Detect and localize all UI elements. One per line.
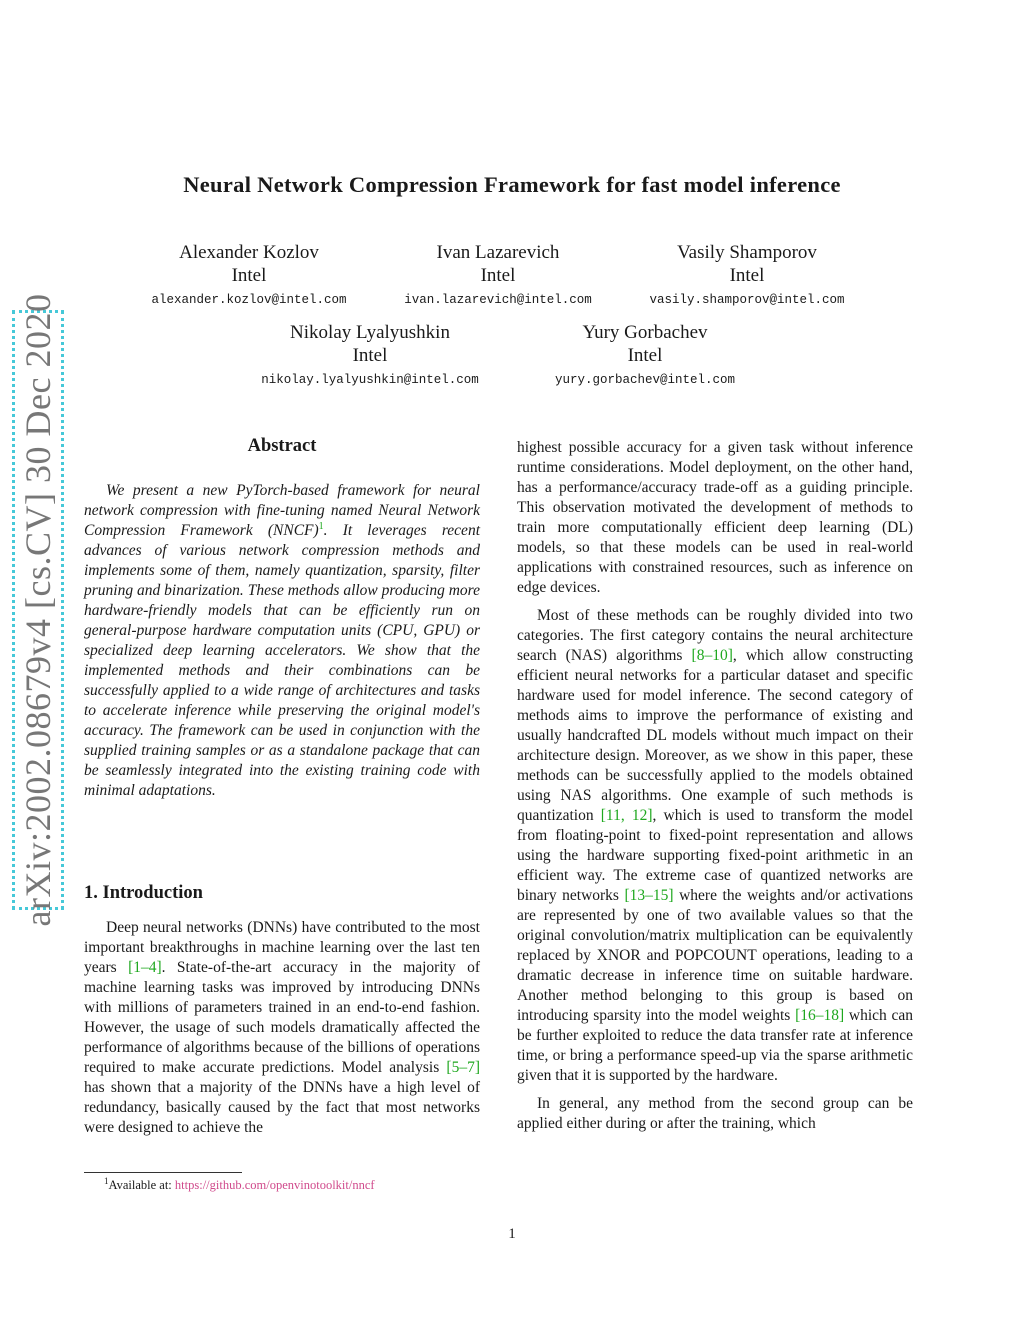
abstract-paragraph: We present a new PyTorch-based framework for neural network compression with fine-tuning named Neural Network Compression Framework (NNCF)$^1$. It leverages recent advances of various network compression methods and implements some of them, namely quantization, sparsity, filter pruning and binarization. These methods allow producing more hardware-friendly models that can be efficiently run on general-purpose hardware computation units (CPU, GPU) or specialized deep learning accelerators. We show that the implemented methods and their combinations can be successfully applied to a wide range of architectures and tasks to accelerate inference while preserving the original model's accuracy. The framework can be used in conjunction with the supplied training samples or as a standalone package that can be seamlessly integrated into the existing training code with minimal adaptations. (84, 482, 480, 799)
footnote-link[interactable]: https://github.com/openvinotoolkit/nncf (174, 1178, 375, 1192)
citation-link[interactable]: [8–10] (691, 647, 733, 664)
paragraph: highest possible accuracy for a given task without inference runtime considerations. Model deployment, on the other hand, has a performance/accuracy trade-off as a guiding principle. This observation motivated the development of methods to train more computationally efficient deep learning (DL) models, so that these models can be used in real-world applications with constrained resources, such as inference on edge devices. (517, 439, 913, 596)
author-email[interactable]: ivan.lazarevich@intel.com (404, 293, 592, 307)
abstract-heading: Abstract (247, 436, 317, 456)
citation-link[interactable]: [11, 12] (600, 807, 653, 824)
right-column (517, 438, 913, 1142)
page-number: 1 (508, 1226, 516, 1242)
author-name: Alexander Kozlov (179, 242, 319, 263)
paragraph: In general, any method from the second group can be applied either during or after the training, which (517, 1095, 913, 1132)
author-block-3 (597, 241, 897, 307)
citation-link[interactable]: [16–18] (795, 1007, 845, 1024)
author-affiliation: Intel (729, 265, 765, 286)
paragraph: Most of these methods can be roughly divided into two categories. The first category contains the neural architecture search (NAS) algorithms [8–10], which allow constructing efficient neural networks for a particular dataset and specific hardware used for model inference. The second category of methods aims to improve the performance of existing and usually handcrafted DL models without much impact on their architecture design. Moreover, as we show in this paper, these methods can be successfully applied to the models obtained using NAS algorithms. One example of such methods is quantization [11, 12], which is used to transform the model from floating-point to fixed-point representation and allows using the hardware supporting fixed-point arithmetic in an efficient way. The extreme case of quantized networks are binary networks [13–15] where the weights and/or activations are represented by one of two available values so that the original convolution/matrix multiplication can be equivalently replaced by XNOR and POPCOUNT operations, leading to a dramatic decrease in inference time on suitable hardware. Another method belonging to this group is based on introducing sparsity into the model weights [16–18] which can be further exploited to reduce the data transfer rate at inference time, or bring a performance speed-up via the sparse arithmetic given that it is supported by the hardware. (517, 607, 914, 1084)
author-name: Yury Gorbachev (582, 322, 708, 343)
author-email[interactable]: yury.gorbachev@intel.com (554, 373, 736, 387)
arxiv-identifier-stamp: arXiv:2002.08679v4 [cs.CV] 30 Dec 2020 (12, 310, 64, 910)
author-affiliation: Intel (480, 265, 516, 286)
author-block-5 (495, 321, 795, 387)
author-affiliation: Intel (352, 345, 388, 366)
section-heading-introduction: 1. Introduction (84, 883, 203, 903)
author-name: Vasily Shamporov (677, 242, 817, 263)
intro-paragraph: Deep neural networks (DNNs) have contributed to the most important breakthroughs in machine learning over the last ten years [1–4]. State-of-the-art accuracy in the majority of machine learning tasks was improved by introducing DNNs with millions of parameters trained in an end-to-end fashion. However, the usage of such models dramatically affected the performance of algorithms because of the billions of operations required to make accurate predictions. Model analysis [5–7] has shown that a majority of the DNNs have a high level of redundancy, basically caused by the fact that most networks were designed to achieve the (84, 919, 481, 1136)
abstract-body (84, 481, 480, 801)
footnote (104, 1175, 375, 1193)
author-email[interactable]: alexander.kozlov@intel.com (151, 293, 347, 307)
paper-title: Neural Network Compression Framework for fast model inference (183, 172, 841, 197)
citation-link[interactable]: [5–7] (446, 1059, 480, 1076)
footnote-marker[interactable]: 1 (318, 520, 324, 532)
author-email[interactable]: vasily.shamporov@intel.com (649, 293, 845, 307)
author-email[interactable]: nikolay.lyalyushkin@intel.com (261, 373, 479, 387)
author-affiliation: Intel (231, 265, 267, 286)
footnote-divider (84, 1172, 242, 1173)
citation-link[interactable]: [13–15] (624, 887, 674, 904)
author-name: Ivan Lazarevich (436, 242, 560, 263)
author-block-4 (220, 321, 520, 387)
introduction-body (84, 918, 480, 1138)
citation-link[interactable]: [1–4] (128, 959, 162, 976)
footnote-mark: 1 (104, 1175, 109, 1186)
footnote-label: Available at: (108, 1178, 175, 1192)
author-affiliation: Intel (627, 345, 663, 366)
author-name: Nikolay Lyalyushkin (290, 322, 450, 343)
